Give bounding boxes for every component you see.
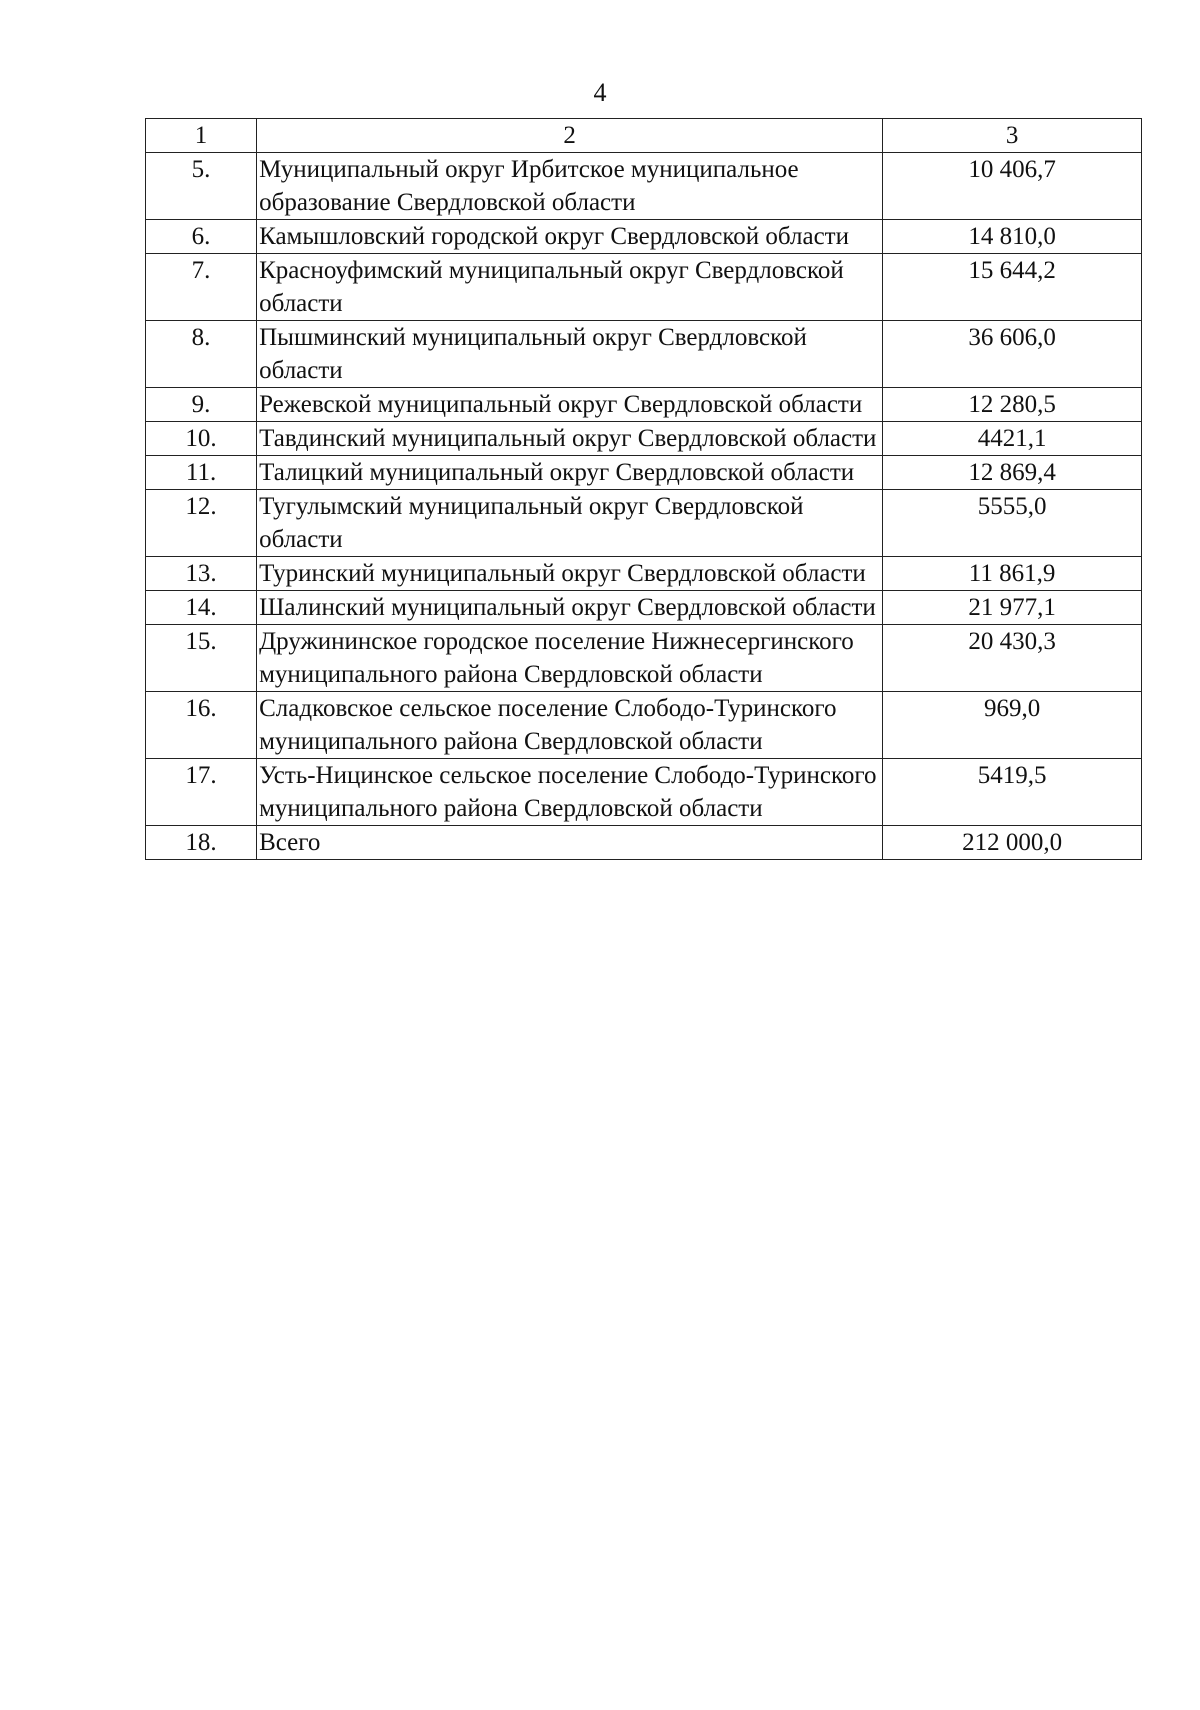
row-number: 6. [146, 220, 257, 254]
row-number: 10. [146, 422, 257, 456]
table-row [146, 759, 1142, 826]
row-name: Талицкий муниципальный округ Свердловской области [257, 456, 883, 490]
table-row [146, 220, 1142, 254]
row-name: Тавдинский муниципальный округ Свердловской области [257, 422, 883, 456]
table-row [146, 254, 1142, 321]
row-value: 10 406,7 [883, 153, 1142, 220]
row-value: 5555,0 [883, 490, 1142, 557]
row-name: Сладковское сельское поселение Слободо-Туринского муниципального района Свердловской области [257, 692, 883, 759]
row-number: 12. [146, 490, 257, 557]
header-col-2: 2 [257, 119, 883, 153]
row-number: 17. [146, 759, 257, 826]
row-number: 16. [146, 692, 257, 759]
row-value: 12 869,4 [883, 456, 1142, 490]
row-name: Тугулымский муниципальный округ Свердловской области [257, 490, 883, 557]
header-col-1: 1 [146, 119, 257, 153]
row-name: Туринский муниципальный округ Свердловской области [257, 557, 883, 591]
row-value: 212 000,0 [883, 826, 1142, 860]
row-number: 7. [146, 254, 257, 321]
row-value: 12 280,5 [883, 388, 1142, 422]
row-number: 8. [146, 321, 257, 388]
row-name: Муниципальный округ Ирбитское муниципальное образование Свердловской области [257, 153, 883, 220]
row-number: 15. [146, 625, 257, 692]
table-row [146, 557, 1142, 591]
row-number: 11. [146, 456, 257, 490]
row-value: 5419,5 [883, 759, 1142, 826]
row-value: 15 644,2 [883, 254, 1142, 321]
table-row [146, 490, 1142, 557]
table-row [146, 321, 1142, 388]
row-value: 4421,1 [883, 422, 1142, 456]
row-value: 14 810,0 [883, 220, 1142, 254]
table-row [146, 422, 1142, 456]
table-row [146, 625, 1142, 692]
row-name: Шалинский муниципальный округ Свердловской области [257, 591, 883, 625]
row-name: Дружининское городское поселение Нижнесергинского муниципального района Свердловской области [257, 625, 883, 692]
row-number: 13. [146, 557, 257, 591]
table-header-row [146, 119, 1142, 153]
row-name: Режевской муниципальный округ Свердловской области [257, 388, 883, 422]
row-number: 14. [146, 591, 257, 625]
page-number: 4 [593, 78, 607, 107]
row-name: Усть-Ницинское сельское поселение Слободо-Туринского муниципального района Свердловской области [257, 759, 883, 826]
row-value: 11 861,9 [883, 557, 1142, 591]
table-row [146, 692, 1142, 759]
table-row [146, 388, 1142, 422]
table-row [146, 456, 1142, 490]
row-value: 969,0 [883, 692, 1142, 759]
allocation-table [145, 118, 1142, 860]
row-name: Камышловский городской округ Свердловской области [257, 220, 883, 254]
row-value: 21 977,1 [883, 591, 1142, 625]
row-value: 36 606,0 [883, 321, 1142, 388]
table-row [146, 153, 1142, 220]
row-number: 5. [146, 153, 257, 220]
table-row-total [146, 826, 1142, 860]
row-number: 18. [146, 826, 257, 860]
row-number: 9. [146, 388, 257, 422]
table-row [146, 591, 1142, 625]
row-name: Пышминский муниципальный округ Свердловской области [257, 321, 883, 388]
row-name: Красноуфимский муниципальный округ Свердловской области [257, 254, 883, 321]
header-col-3: 3 [883, 119, 1142, 153]
row-name: Всего [257, 826, 883, 860]
row-value: 20 430,3 [883, 625, 1142, 692]
